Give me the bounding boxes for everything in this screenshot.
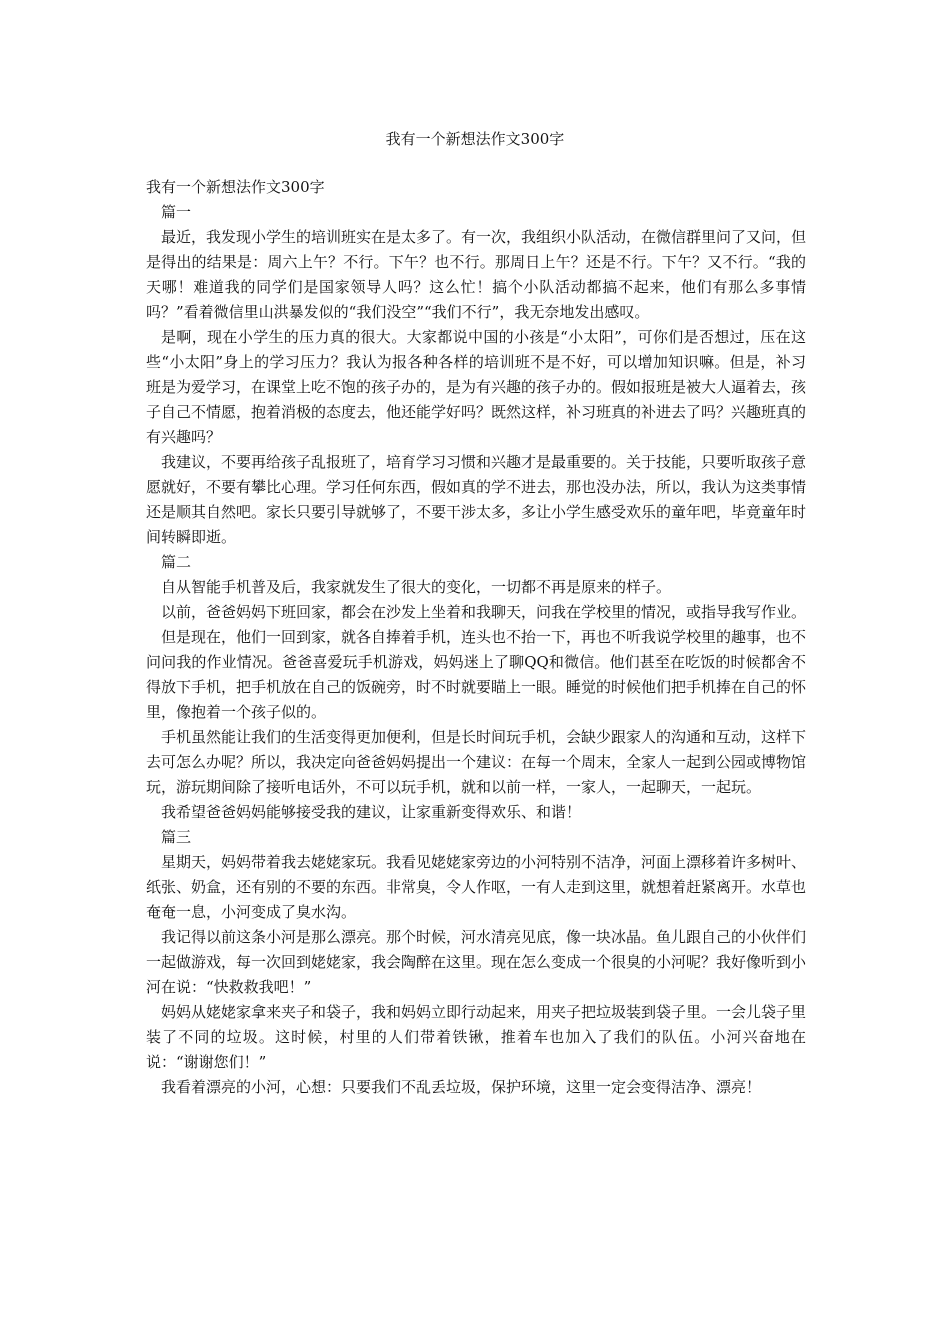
paragraph: 我记得以前这条小河是那么漂亮。那个时候，河水清亮见底，像一块冰晶。鱼儿跟自己的小伙伴们一起做游戏，每一次回到姥姥家，我会陶醉在这里。现在怎么变成一个很臭的小河呢？我好像听到小河在说：“快救救我吧！” (146, 928, 807, 996)
paragraph: 星期天，妈妈带着我去姥姥家玩。我看见姥姥家旁边的小河特别不洁净，河面上漂移着许多树叶、纸张、奶盒，还有别的不要的东西。非常臭，令人作呕，一有人走到这里，就想着赶紧离开。水草也奄奄一息，小河变成了臭水沟。 (146, 853, 807, 921)
section-label-3: 篇三 (161, 828, 192, 846)
paragraph: 是啊，现在小学生的压力真的很大。大家都说中国的小孩是“小太阳”，可你们是否想过，压在这些“小太阳”身上的学习压力？我认为报各种各样的培训班不是不好，可以增加知识嘛。但是，补习班是为爱学习，在课堂上吃不饱的孩子办的，是为有兴趣的孩子办的。假如报班是被大人逼着去，孩子自己不情愿，抱着消极的态度去，他还能学好吗？既然这样，补习班真的补进去了吗？兴趣班真的有兴趣吗？ (146, 328, 807, 446)
paragraph: 但是现在，他们一回到家，就各自捧着手机，连头也不抬一下，再也不听我说学校里的趣事，也不问问我的作业情况。爸爸喜爱玩手机游戏，妈妈迷上了聊QQ和微信。他们甚至在吃饭的时候都舍不得放下手机，把手机放在自己的饭碗旁，时不时就要瞄上一眼。睡觉的时候他们把手机捧在自己的怀里，像抱着一个孩子似的。 (146, 628, 807, 721)
section-label-2: 篇二 (161, 553, 192, 571)
essay-heading: 我有一个新想法作文300字 (146, 178, 325, 196)
document-title: 我有一个新想法作文300字 (385, 130, 565, 148)
paragraph: 我希望爸爸妈妈能够接受我的建议，让家重新变得欢乐、和谐！ (161, 803, 582, 821)
paragraph: 最近，我发现小学生的培训班实在是太多了。有一次，我组织小队活动，在微信群里问了又问，但是得出的结果是：周六上午？不行。下午？也不行。那周日上午？还是不行。下午？又不行。“我的天哪！难道我的同学们是国家领导人吗？这么忙！搞个小队活动都搞不起来，他们有那么多事情吗？”看着微信里山洪暴发似的“我们没空”“我们不行”，我无奈地发出感叹。 (146, 228, 807, 321)
paragraph: 手机虽然能让我们的生活变得更加便利，但是长时间玩手机，会缺少跟家人的沟通和互动，这样下去可怎么办呢？所以，我决定向爸爸妈妈提出一个建议：在每一个周末，全家人一起到公园或博物馆玩，游玩期间除了接听电话外，不可以玩手机，就和以前一样，一家人，一起聊天，一起玩。 (146, 728, 807, 796)
document-body (146, 175, 806, 1100)
paragraph: 我看着漂亮的小河，心想：只要我们不乱丢垃圾，保护环境，这里一定会变得洁净、漂亮！ (161, 1078, 762, 1096)
paragraph: 妈妈从姥姥家拿来夹子和袋子，我和妈妈立即行动起来，用夹子把垃圾装到袋子里。一会儿袋子里装了不同的垃圾。这时候，村里的人们带着铁锹，推着车也加入了我们的队伍。小河兴奋地在说：“谢谢您们！” (146, 1003, 807, 1071)
paragraph: 我建议，不要再给孩子乱报班了，培育学习习惯和兴趣才是最重要的。关于技能，只要听取孩子意愿就好，不要有攀比心理。学习任何东西，假如真的学不进去，那也没办法，所以，我认为这类事情还是顺其自然吧。家长只要引导就够了，不要干涉太多，多让小学生感受欢乐的童年吧，毕竟童年时间转瞬即逝。 (146, 453, 807, 546)
paragraph: 以前，爸爸妈妈下班回家，都会在沙发上坐着和我聊天，问我在学校里的情况，或指导我写作业。 (161, 603, 807, 621)
section-label-1: 篇一 (161, 203, 192, 221)
paragraph: 自从智能手机普及后，我家就发生了很大的变化，一切都不再是原来的样子。 (161, 578, 672, 596)
